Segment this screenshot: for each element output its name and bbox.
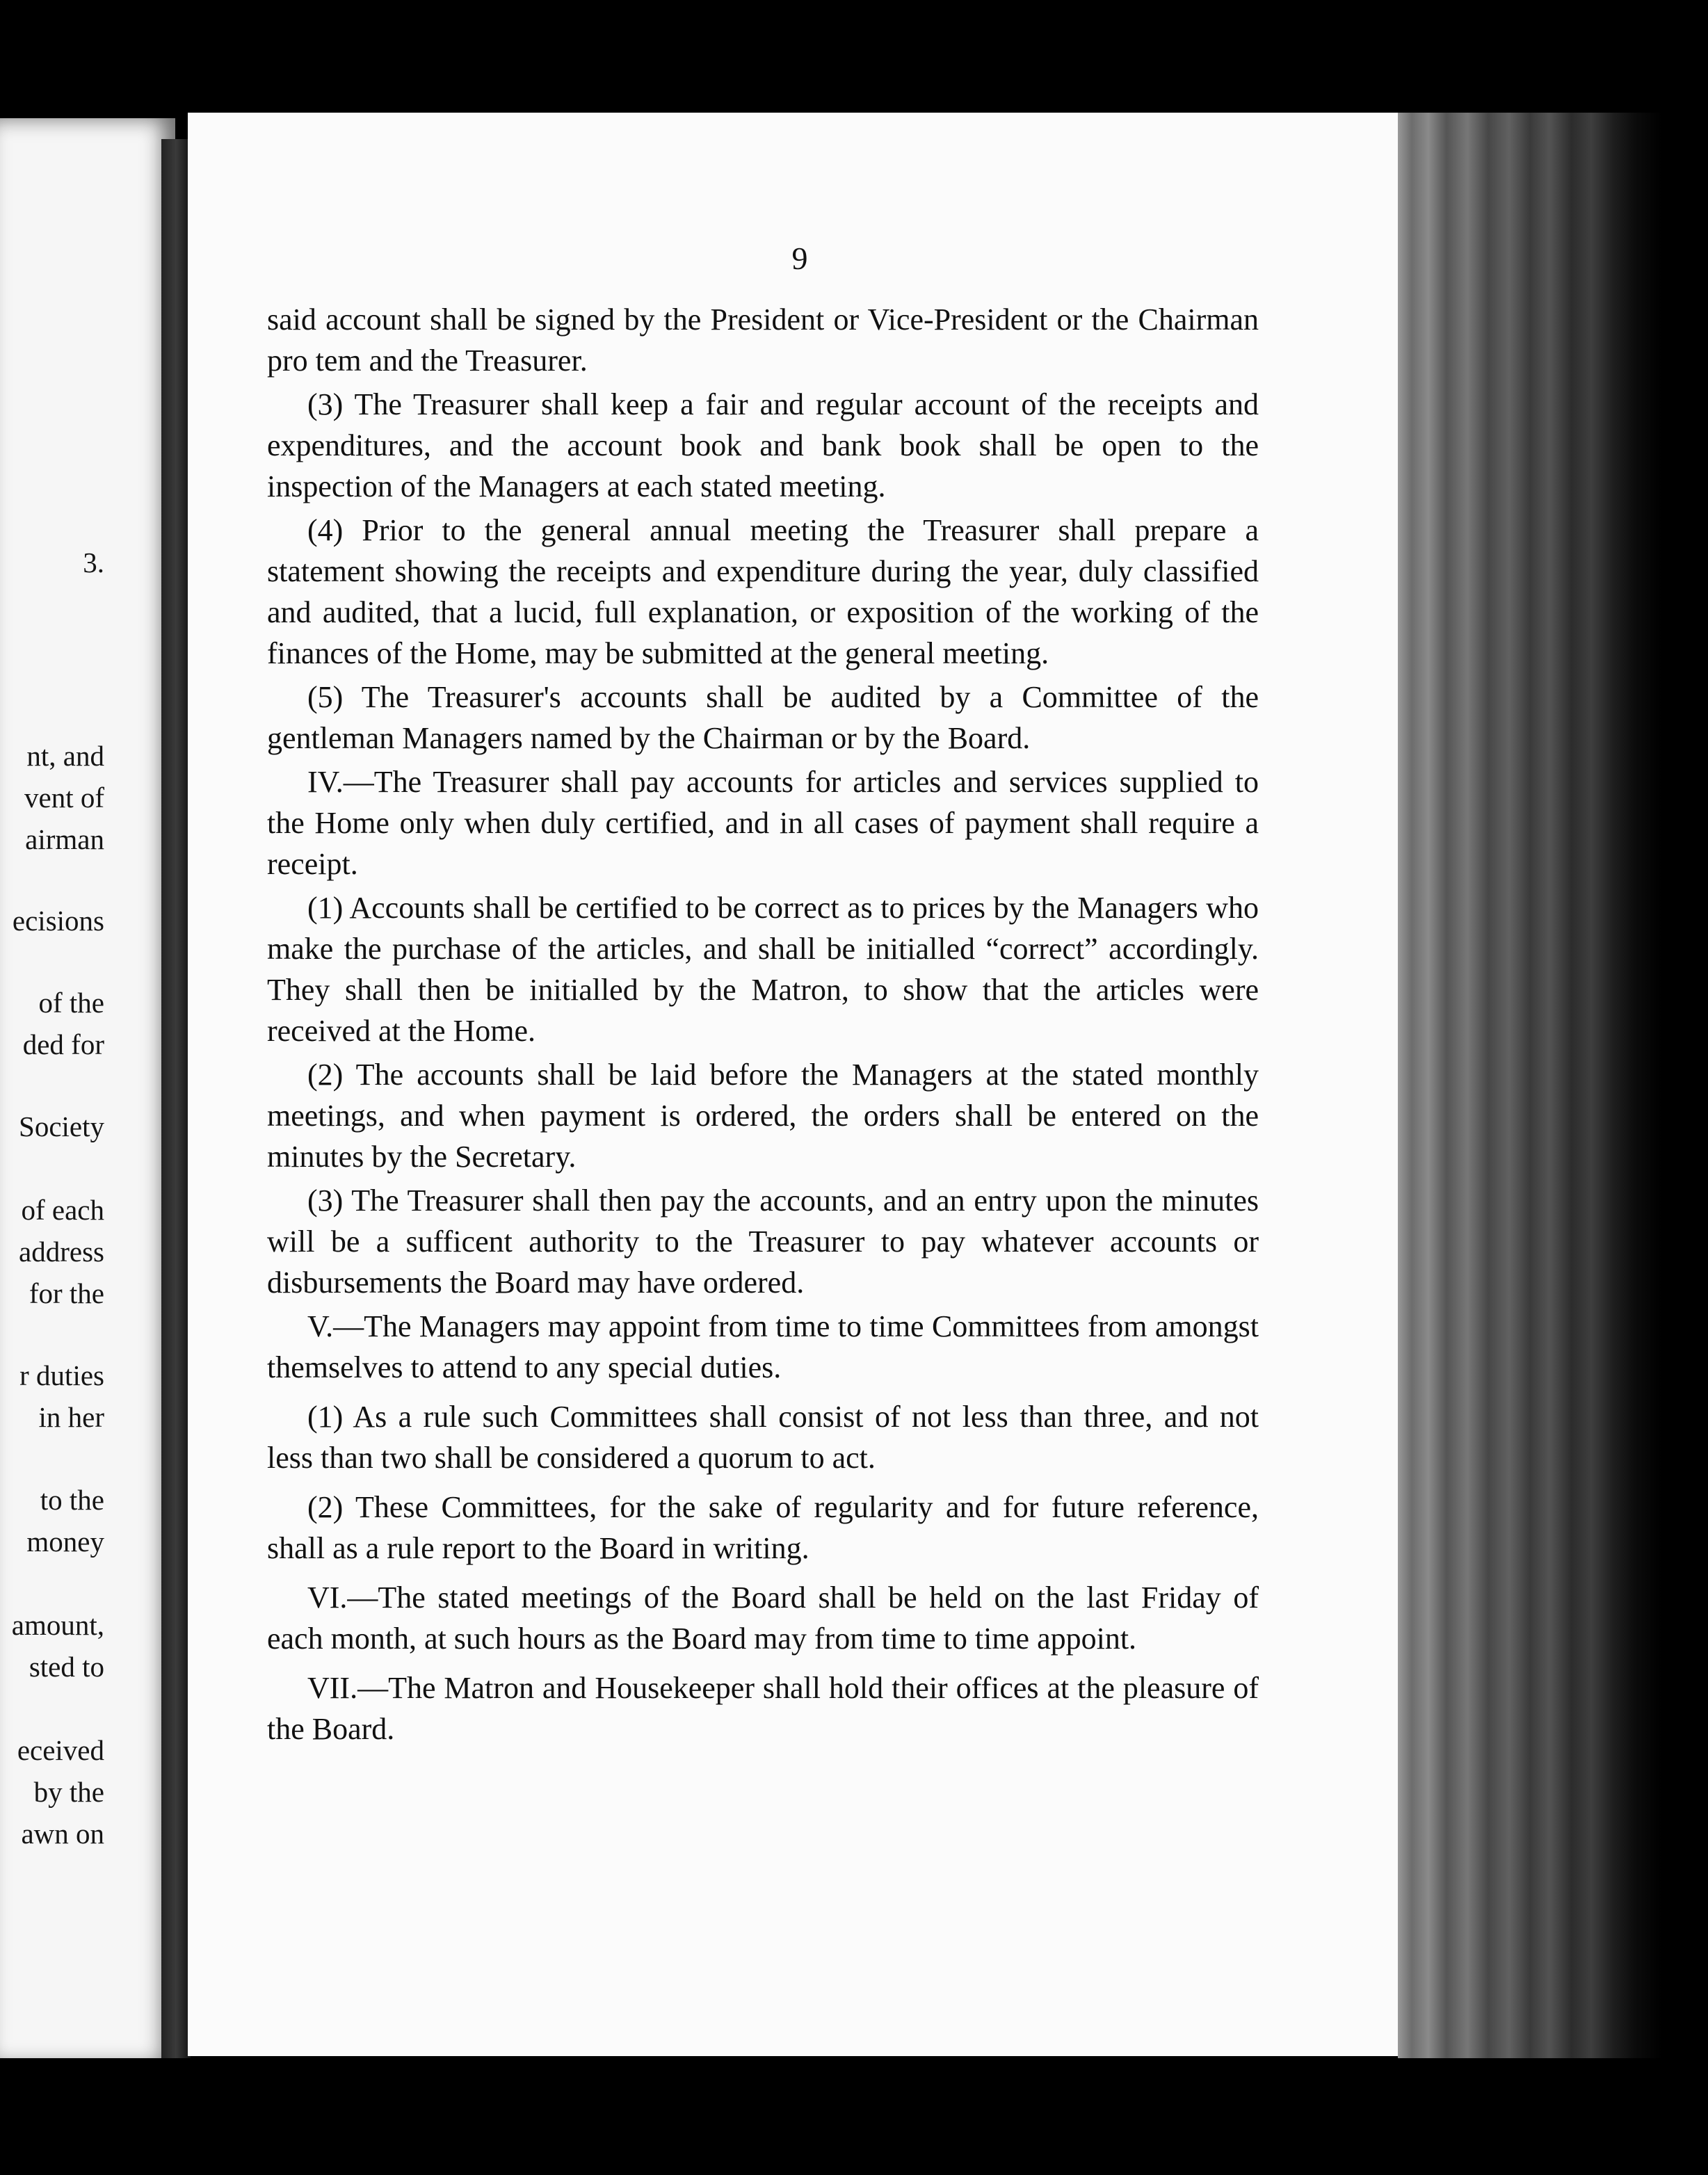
- paragraph: V.—The Managers may appoint from time to time Committees from amongst themselves to attend to any special duties.: [267, 1309, 1259, 1384]
- left-page-fragment: airman: [25, 823, 104, 855]
- left-page-fragment: ecisions: [12, 905, 104, 937]
- right-page: [188, 113, 1412, 2056]
- paragraph: (4) Prior to the general annual meeting the Treasurer shall prepare a statement showing the receipts and expenditure during the year, duly classified and audited, that a lucid, full explanation, or exposition of the working of the finances of the Home, may be submitted at the general meeting.: [267, 513, 1259, 670]
- left-page-fragment: ded for: [22, 1028, 104, 1060]
- page-number: 9: [791, 241, 808, 276]
- paragraph: (2) These Committees, for the sake of regularity and for future reference, shall as a rule report to the Board in writing.: [267, 1490, 1259, 1565]
- left-page-fragment: address: [19, 1236, 104, 1268]
- left-page-fragment: Society: [19, 1110, 104, 1142]
- left-page-fragment: sted to: [29, 1651, 104, 1683]
- page-body: [267, 299, 1259, 1752]
- page-edges: [1398, 113, 1708, 2070]
- book-gutter: [161, 139, 191, 2079]
- paragraph: (3) The Treasurer shall keep a fair and regular account of the receipts and expenditures, and the account book and bank book shall be open to the inspection of the Managers at each stated meeting.: [267, 387, 1259, 503]
- left-page-fragment: for the: [29, 1277, 104, 1309]
- paragraph: said account shall be signed by the President or Vice-President or the Chairman pro tem and the Treasurer.: [267, 302, 1259, 378]
- left-page-fragment: awn on: [21, 1818, 104, 1850]
- paragraph: (1) As a rule such Committees shall consist of not less than three, and not less than two shall be considered a quorum to act.: [267, 1400, 1259, 1475]
- left-page-fragment: amount,: [11, 1609, 104, 1641]
- left-page-fragment: in her: [38, 1401, 104, 1433]
- paragraph: (2) The accounts shall be laid before the Managers at the stated monthly meetings, and when payment is ordered, the orders shall be entered on the minutes by the Secretary.: [267, 1058, 1259, 1174]
- left-page-fragment: of the: [38, 987, 104, 1019]
- left-page-fragment: 3.: [83, 547, 104, 579]
- paragraph: (3) The Treasurer shall then pay the accounts, and an entry upon the minutes will be a sufficent authority to the Treasurer to pay whatever accounts or disbursements the Board may have ordered.: [267, 1183, 1259, 1300]
- paragraph: (5) The Treasurer's accounts shall be audited by a Committee of the gentleman Managers named by the Chairman or by the Board.: [267, 680, 1259, 755]
- left-page-fragment: nt, and: [26, 740, 104, 772]
- paragraph: VI.—The stated meetings of the Board shall be held on the last Friday of each month, at such hours as the Board may from time to time appoint.: [267, 1580, 1259, 1656]
- paragraph: VII.—The Matron and Housekeeper shall hold their offices at the pleasure of the Board.: [267, 1671, 1259, 1746]
- scan-border: [0, 2058, 1708, 2175]
- left-page-fragment: of each: [21, 1194, 104, 1226]
- left-page-fragment: r duties: [19, 1359, 104, 1391]
- left-page-fragment: by the: [33, 1776, 104, 1808]
- left-page-fragment: money: [26, 1526, 104, 1558]
- left-page-fragment: to the: [40, 1484, 104, 1516]
- left-page: [0, 118, 175, 2065]
- left-page-fragment: eceived: [17, 1734, 104, 1766]
- paragraph: (1) Accounts shall be certified to be correct as to prices by the Managers who make the purchase of the articles, and shall be initialled “correct” accordingly. They shall then be initialled by the Matron, to show that the articles were received at the Home.: [267, 891, 1259, 1048]
- left-page-fragment: vent of: [24, 782, 104, 814]
- paragraph: IV.—The Treasurer shall pay accounts for articles and services supplied to the Home only when duly certified, and in all cases of payment shall require a receipt.: [267, 765, 1259, 881]
